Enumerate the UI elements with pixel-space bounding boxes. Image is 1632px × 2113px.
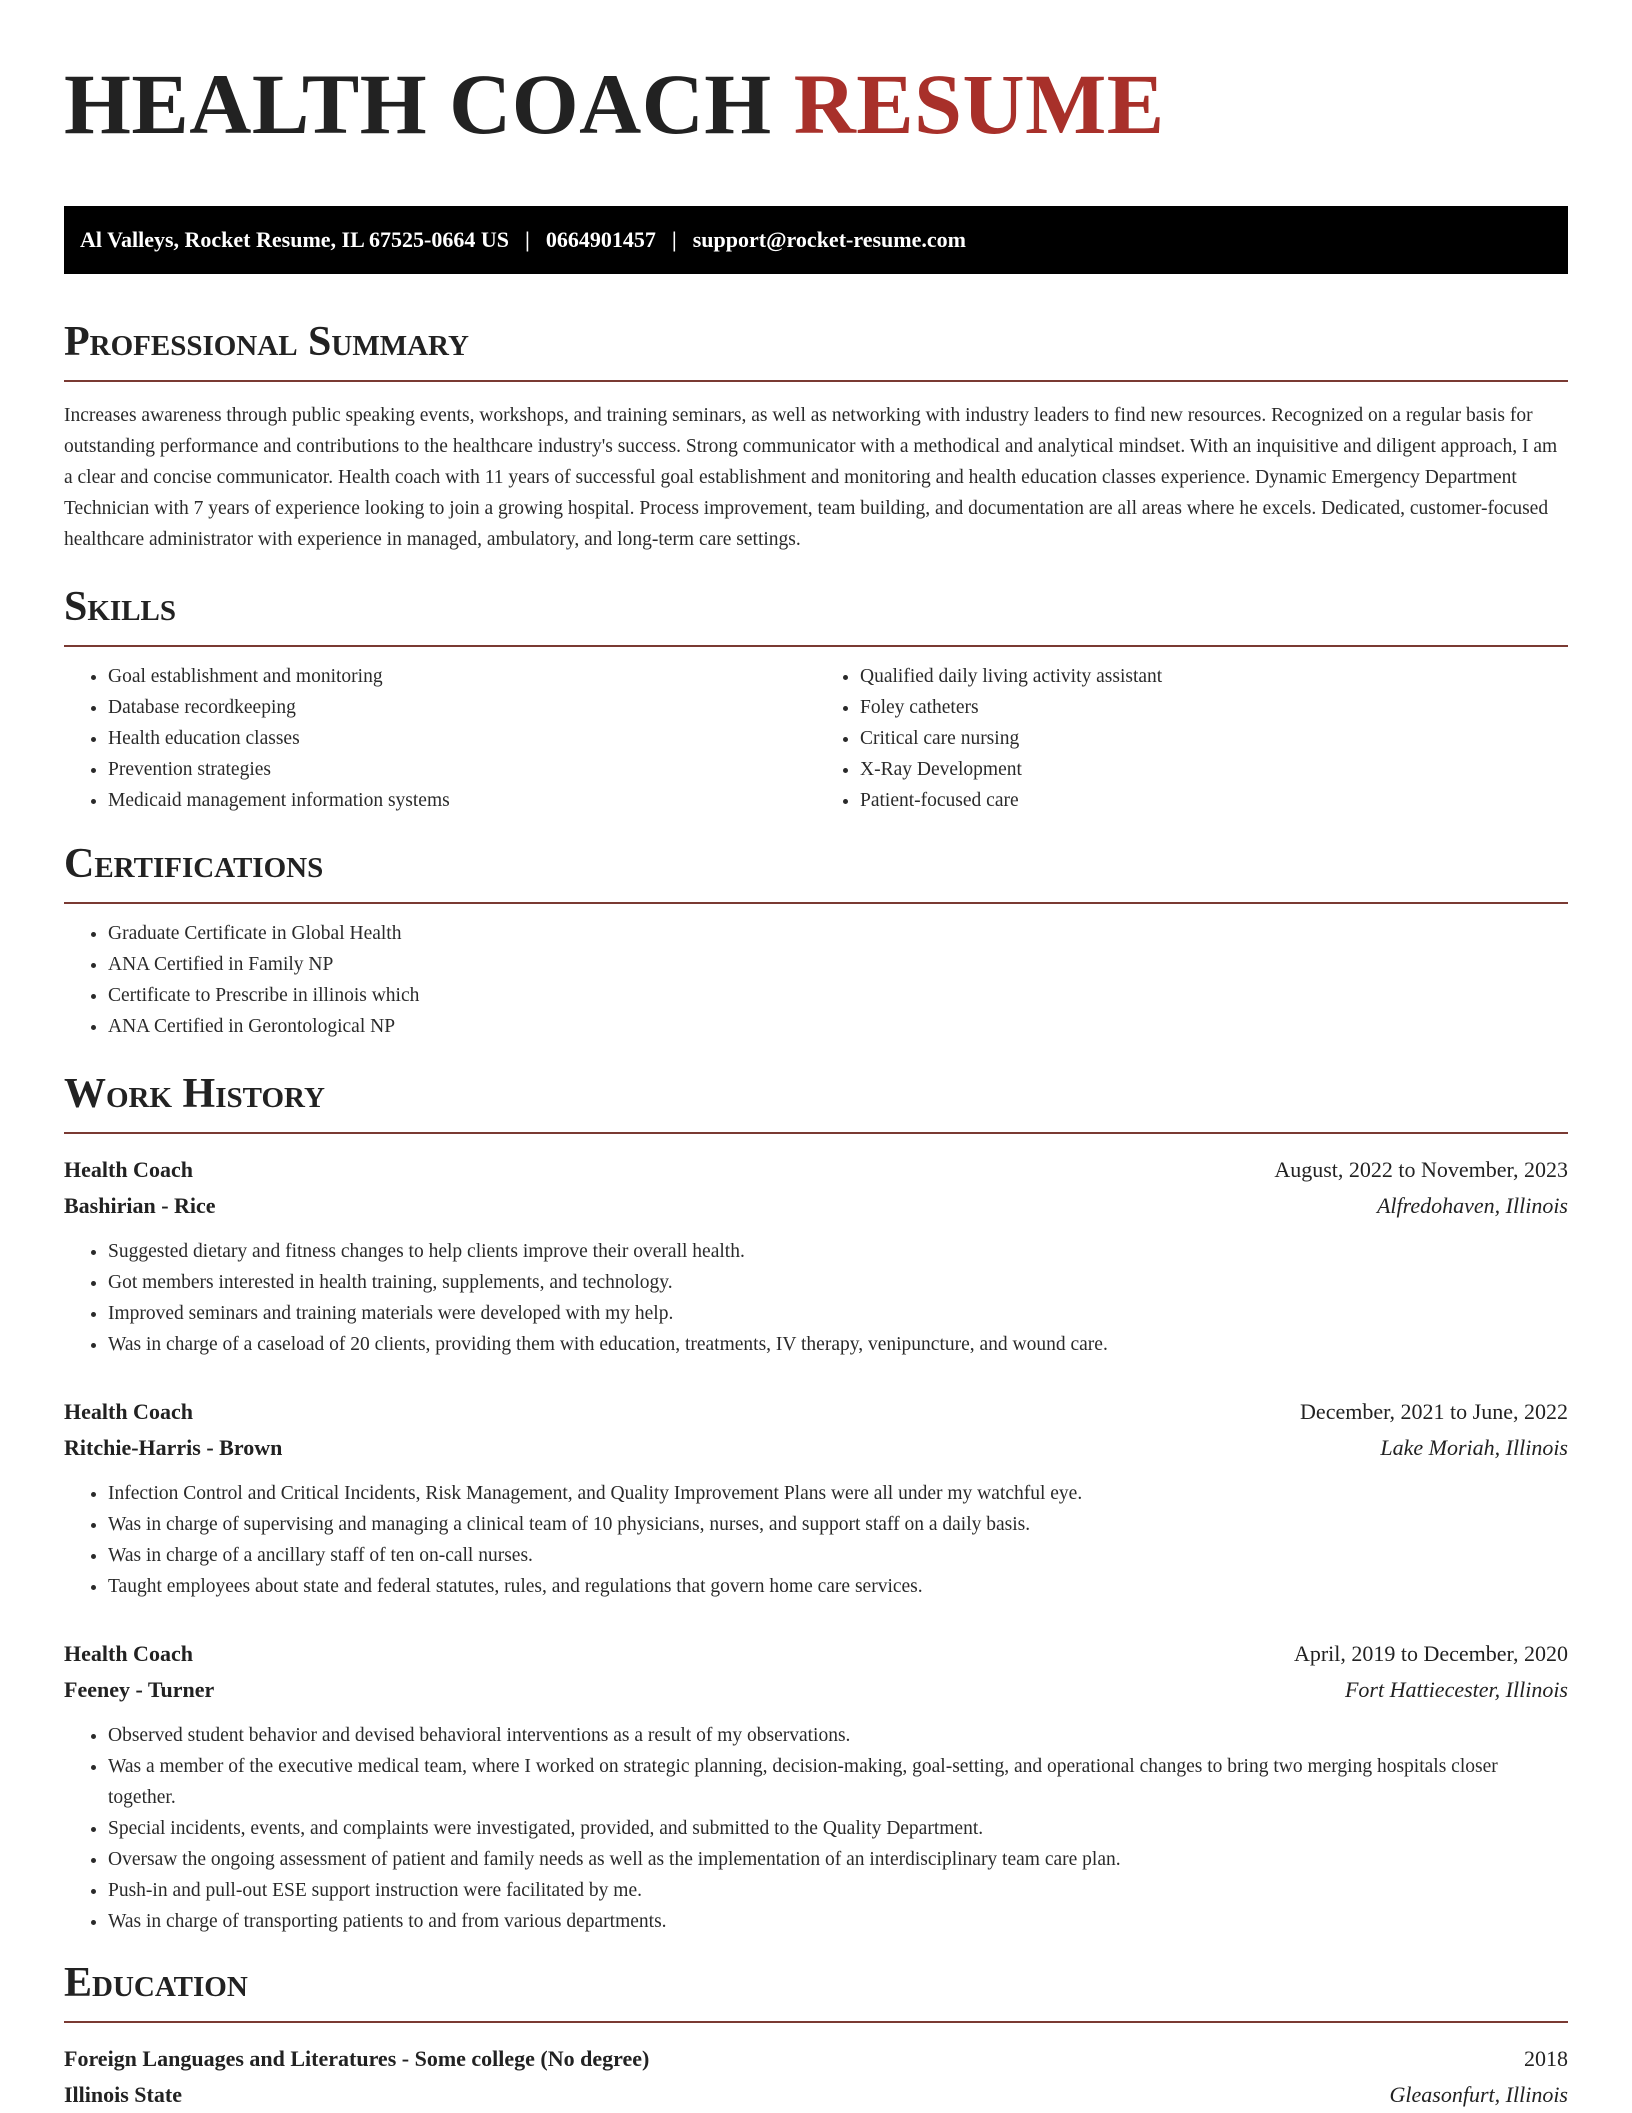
job-title: Health Coach (64, 1399, 193, 1424)
list-item: • Qualified daily living activity assistant (860, 661, 1568, 692)
list-item: • Prevention strategies (108, 754, 816, 785)
list-item: • Push-in and pull-out ESE support instruction were facilitated by me. (108, 1875, 1568, 1906)
list-item: • Suggested dietary and fitness changes to help clients improve their overall health. (108, 1236, 1568, 1267)
list-item: • Certificate to Prescribe in illinois which (108, 980, 1568, 1011)
list-item: • Special incidents, events, and complaints were investigated, provided, and submitted to the Quality Department. (108, 1813, 1568, 1844)
education-year: 2018 (1524, 2046, 1568, 2071)
job-company-row (64, 1430, 1568, 1466)
job-title: Health Coach (64, 1157, 193, 1182)
job-location: Lake Moriah, Illinois (1380, 1435, 1568, 1460)
contact-email: support@rocket-resume.com (692, 227, 966, 252)
section-skills (64, 583, 1568, 816)
job-dates: December, 2021 to June, 2022 (1300, 1399, 1568, 1424)
contact-address: Al Valleys, Rocket Resume, IL 67525-0664 US (80, 227, 510, 252)
list-item: • Patient-focused care (860, 785, 1568, 816)
education-school-row (64, 2077, 1568, 2113)
summary-heading: Professional Summary (64, 318, 1568, 382)
job-bullets (64, 1720, 1568, 1937)
section-certifications (64, 840, 1568, 1042)
education-degree-row (64, 2041, 1568, 2077)
work-heading: Work History (64, 1070, 1568, 1134)
list-item: • Observed student behavior and devised behavioral interventions as a result of my observations. (108, 1720, 1568, 1751)
contact-separator: | (671, 227, 677, 252)
job-company: Ritchie-Harris - Brown (64, 1435, 283, 1460)
job-location: Fort Hattiecester, Illinois (1344, 1677, 1568, 1702)
certifications-list (64, 918, 1568, 1042)
summary-text: Increases awareness through public speaking events, workshops, and training seminars, as well as networking with industry leaders to find new resources. Recognized on a regular basis for outstanding performance and contributions to the healthcare industry's success. Strong communicator with a methodical and analytical mindset. With an inquisitive and diligent approach, I am a clear and concise communicator. Health coach with 11 years of successful goal establishment and monitoring and health education classes experience. Dynamic Emergency Department Technician with 7 years of experience looking to join a growing hospital. Process improvement, team building, and documentation are all areas where he excels. Dedicated, customer-focused healthcare administrator with experience in managed, ambulatory, and long-term care settings. (64, 405, 1558, 550)
section-education (64, 1959, 1568, 2113)
job-header-row (64, 1636, 1568, 1672)
education-entry (64, 2041, 1568, 2113)
list-item: • Was in charge of a caseload of 20 clients, providing them with education, treatments, IV therapy, venipuncture, and wound care. (108, 1329, 1568, 1360)
section-summary (64, 318, 1568, 555)
list-item: • Foley catheters (860, 692, 1568, 723)
certifications-heading: Certifications (64, 840, 1568, 904)
job-bullets (64, 1236, 1568, 1360)
resume-title (64, 56, 1568, 152)
list-item: • X-Ray Development (860, 754, 1568, 785)
job-header-row (64, 1394, 1568, 1430)
job-entry (64, 1152, 1568, 1360)
list-item: • Was a member of the executive medical team, where I worked on strategic planning, decision-making, goal-setting, and operational changes to bring two merging hospitals closer together. (108, 1751, 1568, 1813)
list-item: • Infection Control and Critical Incidents, Risk Management, and Quality Improvement Plans were all under my watchful eye. (108, 1478, 1568, 1509)
education-school: Illinois State (64, 2082, 182, 2107)
list-item: • Database recordkeeping (108, 692, 816, 723)
job-company: Bashirian - Rice (64, 1193, 216, 1218)
contact-separator: | (525, 227, 530, 252)
list-item: • ANA Certified in Gerontological NP (108, 1011, 1568, 1042)
list-item: • Critical care nursing (860, 723, 1568, 754)
skills-grid (64, 647, 1568, 816)
skills-list-left (64, 661, 816, 816)
list-item: • ANA Certified in Family NP (108, 949, 1568, 980)
list-item: • Graduate Certificate in Global Health (108, 918, 1568, 949)
list-item: • Taught employees about state and federal statutes, rules, and regulations that govern home care services. (108, 1571, 1568, 1602)
skills-list-right (816, 661, 1568, 816)
list-item: • Goal establishment and monitoring (108, 661, 816, 692)
job-company: Feeney - Turner (64, 1677, 215, 1702)
title-accent: RESUME (793, 56, 1165, 152)
section-work-history (64, 1070, 1568, 1937)
job-company-row (64, 1672, 1568, 1708)
skills-heading: Skills (64, 583, 1568, 647)
list-item: • Health education classes (108, 723, 816, 754)
list-item: • Oversaw the ongoing assessment of patient and family needs as well as the implementation of an interdisciplinary team care plan. (108, 1844, 1568, 1875)
contact-bar (64, 206, 1568, 274)
list-item: • Got members interested in health training, supplements, and technology. (108, 1267, 1568, 1298)
job-header-row (64, 1152, 1568, 1188)
job-location: Alfredohaven, Illinois (1376, 1193, 1568, 1218)
job-entry (64, 1394, 1568, 1602)
title-main: HEALTH COACH (64, 56, 772, 152)
job-company-row (64, 1188, 1568, 1224)
job-entry (64, 1636, 1568, 1937)
contact-phone: 0664901457 (545, 227, 656, 252)
education-degree: Foreign Languages and Literatures - Some college (No degree) (64, 2046, 650, 2071)
job-bullets (64, 1478, 1568, 1602)
job-dates: August, 2022 to November, 2023 (1274, 1157, 1568, 1182)
list-item: • Was in charge of supervising and managing a clinical team of 10 physicians, nurses, and support staff on a daily basis. (108, 1509, 1568, 1540)
education-location: Gleasonfurt, Illinois (1389, 2082, 1568, 2107)
list-item: • Was in charge of transporting patients to and from various departments. (108, 1906, 1568, 1937)
job-dates: April, 2019 to December, 2020 (1293, 1641, 1568, 1666)
job-title: Health Coach (64, 1641, 193, 1666)
list-item: • Improved seminars and training materials were developed with my help. (108, 1298, 1568, 1329)
education-heading: Education (64, 1959, 1568, 2023)
list-item: • Was in charge of a ancillary staff of ten on-call nurses. (108, 1540, 1568, 1571)
list-item: • Medicaid management information systems (108, 785, 816, 816)
